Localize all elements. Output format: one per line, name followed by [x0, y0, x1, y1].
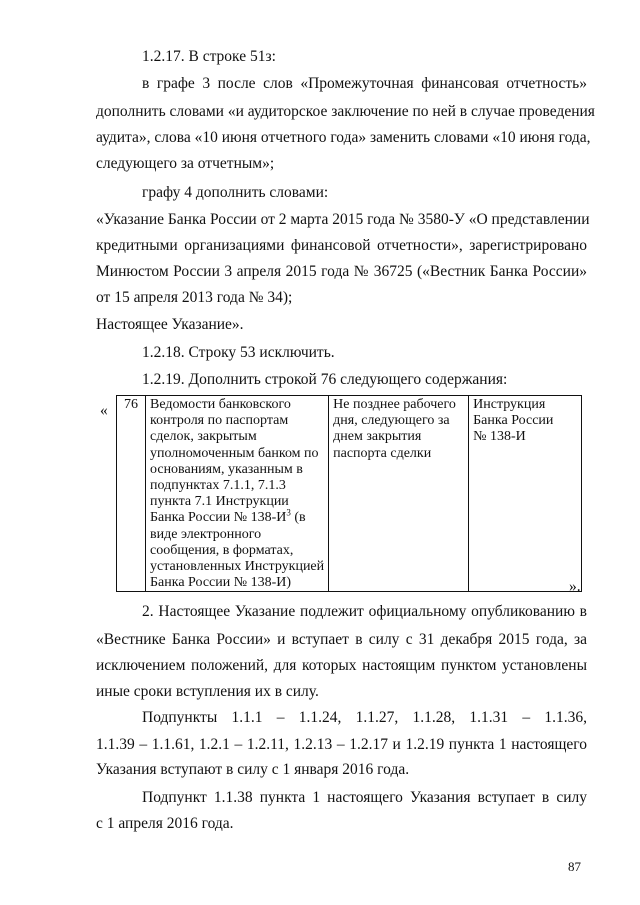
cell-text-line: днем закрытия: [333, 429, 422, 445]
text-line: графу 4 дополнить словами:: [142, 184, 329, 201]
text-line: исключением положений, для которых настоящим пунктом установлены: [96, 657, 587, 674]
text-line: 1.2.18. Строку 53 исключить.: [142, 344, 335, 361]
text-line: аудита», слова «10 июня отчетного года» заменить словами «10 июня года,: [96, 129, 591, 146]
text-line: 1.2.17. В строке 51з:: [142, 48, 276, 65]
text-line: с 1 апреля 2016 года.: [96, 815, 234, 832]
cell-text: Банка России № 138-И: [150, 510, 287, 526]
basis-cell: [469, 396, 582, 592]
cell-text-line: установленных Инструкцией: [150, 559, 325, 575]
table-close-quote: ».: [569, 578, 581, 595]
text-line: дополнить словами «и аудиторское заключение по ней в случае проведения: [96, 103, 595, 120]
page-number: 87: [568, 859, 581, 874]
cell-text-line: № 138-И: [473, 429, 526, 445]
cell-text-line: Банка России № 138-И): [150, 575, 292, 591]
text-line: от 15 апреля 2013 года № 34);: [96, 289, 293, 306]
table-row: [117, 396, 582, 592]
cell-text-line: подпунктах 7.1.1, 7.1.3: [150, 478, 286, 494]
cell-text-line: сообщения, в форматах,: [150, 542, 294, 558]
cell-text-line: Инструкция: [473, 397, 546, 412]
text-line: Указания вступают в силу с 1 января 2016 года.: [96, 761, 410, 778]
text-line: иные сроки вступления их в силу.: [96, 683, 319, 700]
text-line: 1.1.39 – 1.1.61, 1.2.1 – 1.2.11, 1.2.13 – 1.2.17 и 1.2.19 пункта 1 настоящего: [96, 736, 587, 753]
cell-text-line: дня, следующего за: [333, 413, 450, 429]
footnote-marker: 3: [286, 507, 291, 518]
cell-text-line: уполномоченным банком по: [150, 445, 319, 461]
cell-text-line: Банка России: [473, 413, 554, 429]
text-line: кредитными организациями финансовой отчетности», зарегистрировано: [96, 237, 587, 254]
text-line: 2. Настоящее Указание подлежит официальному опубликованию в: [142, 603, 587, 620]
cell-text-line: пункта 7.1 Инструкции: [150, 494, 289, 510]
inserted-row-table: [116, 395, 582, 592]
text-line: «Вестнике Банка России» и вступает в силу с 31 декабря 2015 года, за: [96, 631, 587, 648]
text-line: Настоящее Указание».: [96, 316, 244, 333]
cell-text-line: основаниям, указанным в: [150, 461, 303, 477]
text-line: Подпункты 1.1.1 – 1.1.24, 1.1.27, 1.1.28, 1.1.31 – 1.1.36,: [142, 709, 587, 726]
cell-text-line: виде электронного: [150, 526, 262, 542]
table-open-quote: «: [100, 402, 108, 419]
cell-text-line: паспорта сделки: [333, 445, 432, 461]
text-line: следующего за отчетным»;: [96, 155, 275, 172]
text-line: «Указание Банка России от 2 марта 2015 года № 3580-У «О представлении: [96, 211, 590, 228]
text-line: Минюстом России 3 апреля 2015 года № 36725 («Вестник Банка России»: [96, 263, 587, 280]
text-line: 1.2.19. Дополнить строкой 76 следующего содержания:: [142, 371, 508, 388]
cell-text-line-with-footnote: [150, 507, 324, 526]
cell-text: (в: [290, 510, 306, 526]
cell-text-line: Не позднее рабочего: [333, 397, 456, 412]
row-number-cell: 76: [117, 396, 146, 592]
cell-text-line: сделок, закрытым: [150, 429, 257, 445]
text-line: в графе 3 после слов «Промежуточная финансовая отчетность»: [142, 75, 587, 92]
document-name-cell: [146, 396, 329, 592]
text-line: Подпункт 1.1.38 пункта 1 настоящего Указания вступает в силу: [142, 789, 587, 806]
deadline-cell: [329, 396, 469, 592]
cell-text-line: Ведомости банковского: [150, 397, 291, 412]
cell-text-line: контроля по паспортам: [150, 413, 289, 429]
